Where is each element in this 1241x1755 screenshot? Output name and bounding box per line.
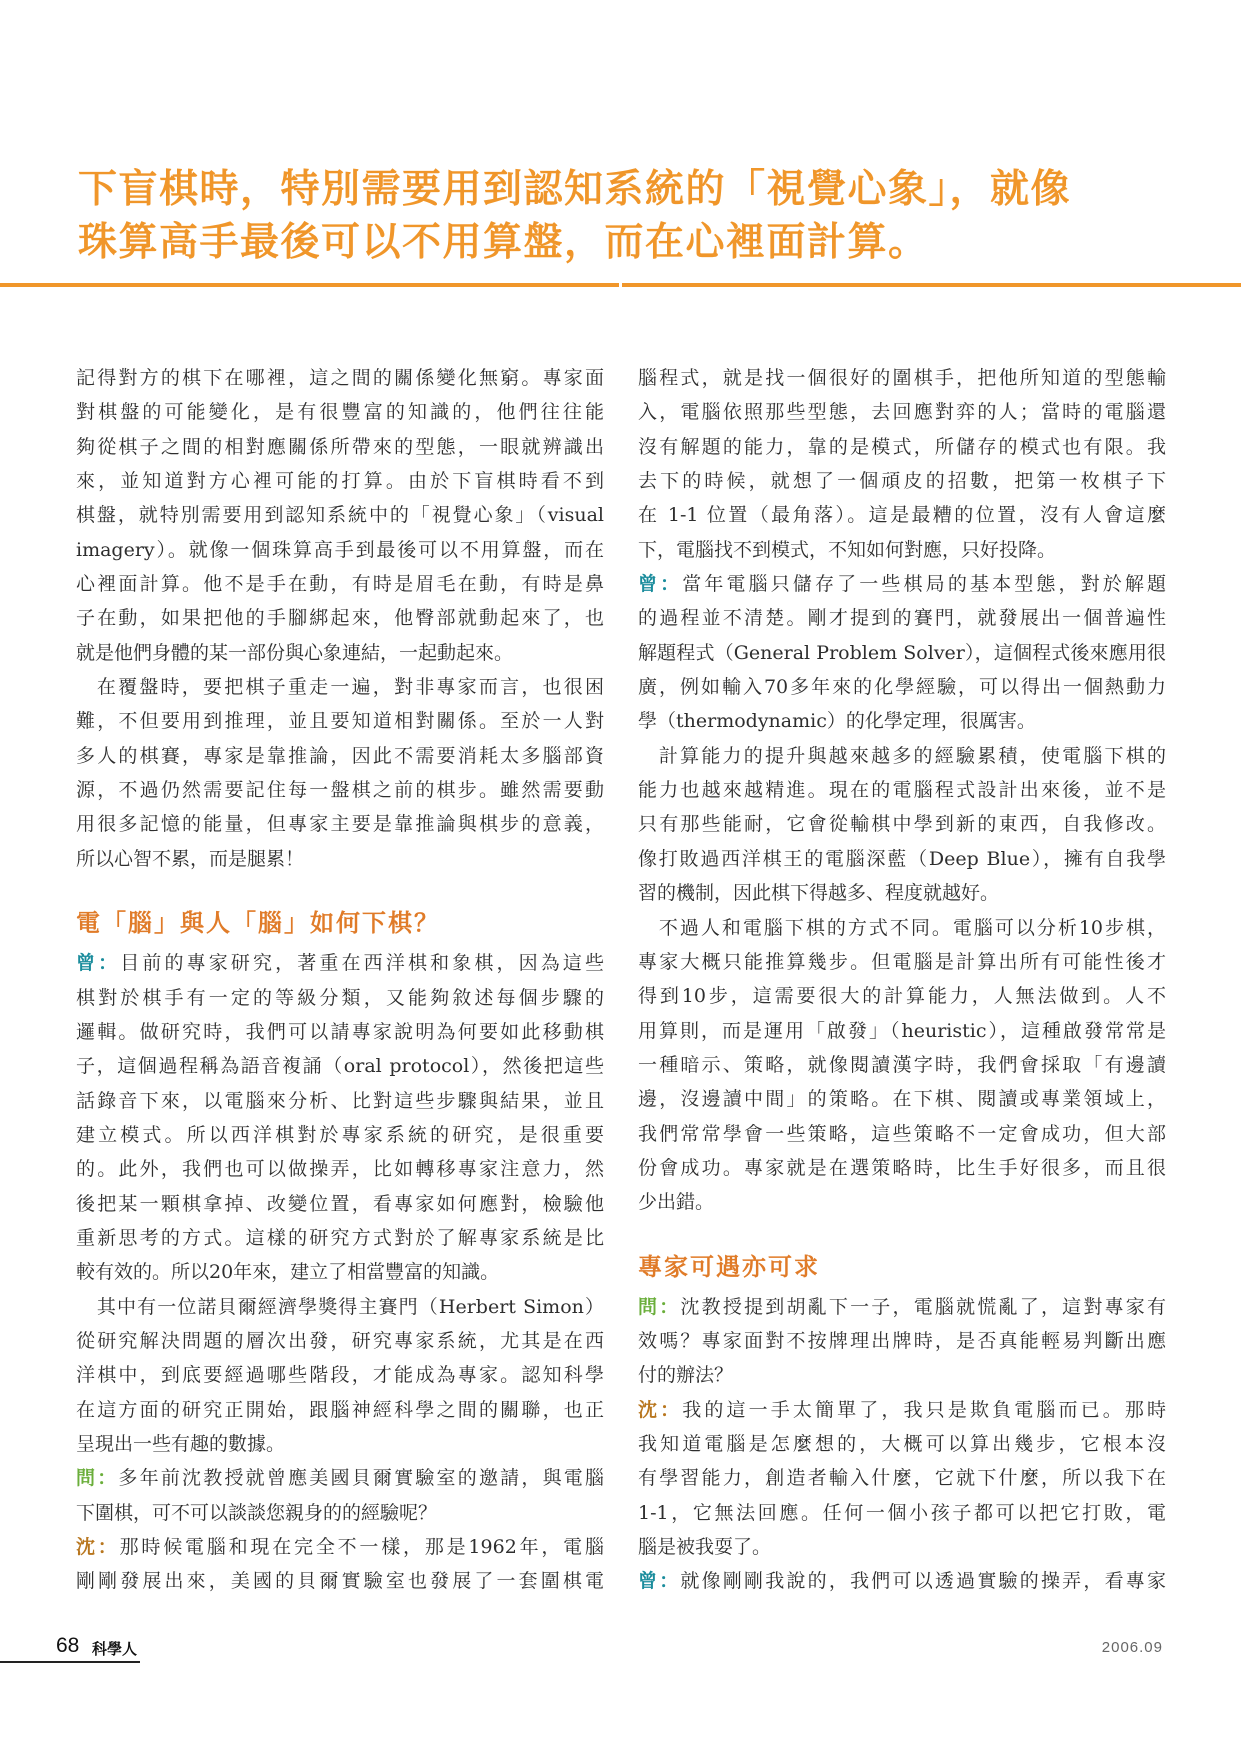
speaker-label: 問：	[638, 1295, 681, 1318]
line-text: 話錄音下來，以電腦來分析、比對這些步驟與結果，並且	[76, 1089, 604, 1112]
line-text: 的。此外，我們也可以做操弄，比如轉移專家注意力，然	[76, 1158, 604, 1181]
line-text: 重新思考的方式。這樣的研究方式對於了解專家系統是比	[76, 1226, 604, 1249]
line-text: 不過人和電腦下棋的方式不同。電腦可以分析10步棋，	[658, 916, 1166, 939]
dialogue-paragraph	[638, 1564, 1166, 1598]
text-line	[76, 1393, 604, 1427]
line-text: 建立模式。所以西洋棋對於專家系統的研究，是很重要	[76, 1123, 604, 1146]
text-line	[76, 842, 604, 876]
line-text: 下，電腦找不到模式，不知如何對應，只好投降。	[638, 538, 1057, 561]
text-line	[76, 395, 604, 429]
line-text: 多年前沈教授就曾應美國貝爾實驗室的邀請，與電腦	[118, 1467, 604, 1490]
line-text: 沈教授提到胡亂下一子，電腦就慌亂了，這對專家有	[680, 1295, 1166, 1318]
text-line	[638, 567, 1166, 601]
text-line	[76, 1290, 604, 1324]
text-line	[638, 1151, 1166, 1185]
text-line	[76, 1461, 604, 1495]
line-text: 1-1，它無法回應。任何一個小孩子都可以把它打敗，電	[638, 1501, 1166, 1524]
text-line	[76, 807, 604, 841]
speaker-label: 沈：	[638, 1398, 683, 1421]
line-text: 只有那些能耐，它會從輸棋中學到新的東西，自我修改。	[638, 813, 1166, 836]
text-line	[638, 739, 1166, 773]
text-line	[638, 842, 1166, 876]
text-line	[76, 1084, 604, 1118]
dialogue-paragraph	[638, 567, 1166, 739]
line-text: 付的辦法？	[638, 1364, 734, 1387]
text-line	[76, 636, 604, 670]
line-text: 腦程式，就是找一個很好的圍棋手，把他所知道的型態輸	[638, 367, 1166, 389]
line-text: 下圍棋，可不可以談談您親身的的經驗呢？	[76, 1501, 438, 1524]
line-text: 有學習能力，創造者輸入什麼，它就下什麼，所以我下在	[638, 1467, 1166, 1490]
line-text: 就是他們身體的某一部份與心象連結，一起動起來。	[76, 641, 514, 664]
line-text: 多人的棋賽，專家是靠推論，因此不需要消耗太多腦部資	[76, 744, 604, 767]
line-text: 沒有解題的能力，靠的是模式，所儲存的模式也有限。我	[638, 435, 1166, 458]
text-line	[76, 670, 604, 704]
line-text: 習的機制，因此棋下得越多、程度就越好。	[638, 882, 1000, 905]
dialogue-paragraph	[638, 1290, 1166, 1393]
text-line	[638, 1427, 1166, 1461]
text-line	[76, 981, 604, 1015]
pull-quote-line: 珠算高手最後可以不用算盤，而在心裡面計算。	[78, 220, 929, 265]
line-text: 後把某一顆棋拿掉、改變位置，看專家如何應對，檢驗他	[76, 1192, 604, 1215]
line-text: 像打敗過西洋棋王的電腦深藍（Deep Blue），擁有自我學	[638, 847, 1166, 870]
line-text: 廣，例如輸入70多年來的化學經驗，可以得出一個熱動力	[638, 676, 1166, 699]
text-line	[638, 464, 1166, 498]
title-divider-right	[622, 283, 1241, 287]
text-line	[76, 1564, 604, 1598]
text-line	[638, 636, 1166, 670]
text-line	[638, 945, 1166, 979]
text-line	[76, 1324, 604, 1358]
magazine-name: 科學人	[92, 1640, 138, 1658]
line-text: 就像剛剛我說的，我們可以透過實驗的操弄，看專家	[680, 1570, 1166, 1593]
line-text: 解題程式（General Problem Solver），這個程式後來應用很	[638, 641, 1166, 664]
text-line	[638, 533, 1166, 567]
section-heading: 電「腦」與人「腦」如何下棋？	[76, 909, 440, 938]
title-divider-left	[0, 283, 619, 287]
line-text: 子在動，如果把他的手腳綁起來，他臀部就動起來了，也	[76, 607, 604, 630]
text-line	[638, 1324, 1166, 1358]
article-column-left	[76, 361, 604, 1599]
line-text: 剛剛發展出來，美國的貝爾實驗室也發展了一套圍棋電	[76, 1570, 604, 1593]
speaker-label: 曾：	[638, 1570, 681, 1593]
line-text: 洋棋中，到底要經過哪些階段，才能成為專家。認知科學	[76, 1364, 604, 1387]
line-text: 邊，沒邊讀中間」的策略。在下棋、閱讀或專業領域上，	[638, 1088, 1166, 1111]
line-text: 記得對方的棋下在哪裡，這之間的關係變化無窮。專家面	[76, 367, 604, 389]
section-heading: 專家可遇亦可求	[638, 1252, 820, 1281]
dialogue-paragraph	[76, 1461, 604, 1530]
text-line	[76, 361, 604, 395]
line-text: 專家大概只能推算幾步。但電腦是計算出所有可能性後才	[638, 950, 1166, 973]
text-line	[76, 430, 604, 464]
line-text: 較有效的。所以20年來，建立了相當豐富的知識。	[76, 1261, 500, 1284]
issue-date: 2006.09	[1101, 1639, 1163, 1656]
text-line	[76, 739, 604, 773]
text-line	[638, 911, 1166, 945]
line-text: 的過程並不清楚。剛才提到的賽門，就發展出一個普遍性	[638, 607, 1166, 630]
text-line	[638, 430, 1166, 464]
text-line	[638, 1290, 1166, 1324]
text-line	[76, 1015, 604, 1049]
line-text: 腦是被我耍了。	[638, 1536, 772, 1558]
dialogue-paragraph	[638, 1393, 1166, 1565]
footer-underline	[0, 1661, 140, 1663]
line-text: 心裡面計算。他不是手在動，有時是眉毛在動，有時是鼻	[76, 573, 604, 596]
line-text: 用算則，而是運用「啟發」（heuristic），這種啟發常常是	[638, 1019, 1166, 1042]
line-text: 棋對於棋手有一定的等級分類，又能夠敘述每個步驟的	[76, 986, 604, 1009]
text-line	[638, 807, 1166, 841]
line-text: 難，不但要用到推理，並且要知道相對關係。至於一人對	[76, 710, 604, 733]
text-line	[638, 979, 1166, 1013]
body-paragraph	[76, 361, 604, 670]
line-text: 得到10步，這需要很大的計算能力，人無法做到。人不	[638, 985, 1166, 1008]
pull-quote-title	[78, 163, 1138, 269]
page-number: 68	[56, 1634, 80, 1657]
body-paragraph	[76, 670, 604, 876]
text-line	[76, 601, 604, 635]
dialogue-paragraph	[76, 1530, 604, 1599]
body-paragraph	[638, 911, 1166, 1220]
text-line	[76, 1358, 604, 1392]
body-paragraph	[76, 1290, 604, 1462]
text-line	[76, 1049, 604, 1083]
dialogue-paragraph	[76, 946, 604, 1289]
text-line	[638, 670, 1166, 704]
line-text: 學（thermodynamic）的化學定理，很厲害。	[638, 710, 1036, 733]
text-line	[76, 533, 604, 567]
line-text: 在這方面的研究正開始，跟腦神經科學之間的關聯，也正	[76, 1398, 604, 1421]
text-line	[638, 601, 1166, 635]
line-text: 我知道電腦是怎麼想的，大概可以算出幾步，它根本沒	[638, 1432, 1166, 1455]
line-text: 邏輯。做研究時，我們可以請專家說明為何要如此移動棋	[76, 1020, 604, 1043]
text-line	[638, 1393, 1166, 1427]
line-text: 少出錯。	[638, 1191, 715, 1214]
speaker-label: 曾：	[638, 573, 683, 596]
line-text: 效嗎？專家面對不按牌理出牌時，是否真能輕易判斷出應	[638, 1329, 1166, 1352]
text-line	[76, 704, 604, 738]
line-text: 對棋盤的可能變化，是有很豐富的知識的，他們往往能	[76, 401, 604, 424]
text-line	[76, 1427, 604, 1461]
line-text: 棋盤，就特別需要用到認知系統中的「視覺心象」（visual	[76, 504, 604, 527]
line-text: 所以心智不累，而是腿累！	[76, 847, 305, 870]
speaker-label: 沈：	[76, 1536, 120, 1558]
line-text: 目前的專家研究，著重在西洋棋和象棋，因為這些	[120, 952, 604, 975]
text-line	[638, 876, 1166, 910]
line-text: 一種暗示、策略，就像閱讀漢字時，我們會採取「有邊讀	[638, 1053, 1166, 1076]
text-line	[638, 704, 1166, 738]
body-paragraph	[638, 739, 1166, 911]
line-text: 份會成功。專家就是在選策略時，比生手好很多，而且很	[638, 1156, 1166, 1179]
text-line	[638, 1014, 1166, 1048]
line-text: 計算能力的提升與越來越多的經驗累積，使電腦下棋的	[658, 744, 1166, 767]
line-text: imagery）。就像一個珠算高手到最後可以不用算盤，而在	[76, 538, 604, 561]
text-line	[638, 1358, 1166, 1392]
text-line	[638, 1117, 1166, 1151]
text-line	[638, 773, 1166, 807]
text-line	[76, 1152, 604, 1186]
text-line	[76, 1187, 604, 1221]
text-line	[638, 1564, 1166, 1598]
pull-quote-line: 下盲棋時，特別需要用到認知系統的「視覺心象」，就像	[78, 167, 1072, 212]
text-line	[638, 1530, 1166, 1564]
line-text: 在覆盤時，要把棋子重走一遍，對非專家而言，也很困	[96, 676, 604, 699]
text-line	[638, 1185, 1166, 1219]
text-line	[76, 498, 604, 532]
text-line	[638, 1048, 1166, 1082]
line-text: 入，電腦依照那些型態，去回應對弈的人；當時的電腦還	[638, 401, 1166, 424]
line-text: 用很多記憶的能量，但專家主要是靠推論與棋步的意義，	[76, 813, 604, 836]
line-text: 從研究解決問題的層次出發，研究專家系統，尤其是在西	[76, 1329, 604, 1352]
text-line	[638, 1461, 1166, 1495]
line-text: 那時候電腦和現在完全不一樣，那是1962年，電腦	[119, 1536, 604, 1558]
text-line	[638, 1082, 1166, 1116]
line-text: 來，並知道對方心裡可能的打算。由於下盲棋時看不到	[76, 470, 604, 493]
text-line	[638, 361, 1166, 395]
line-text: 源，不過仍然需要記住每一盤棋之前的棋步。雖然需要動	[76, 779, 604, 802]
line-text: 當年電腦只儲存了一些棋局的基本型態，對於解題	[682, 573, 1166, 596]
text-line	[76, 1255, 604, 1289]
text-line	[638, 498, 1166, 532]
line-text: 其中有一位諾貝爾經濟學獎得主賽門（Herbert Simon）	[96, 1295, 604, 1318]
body-paragraph	[638, 361, 1166, 567]
article-column-right	[638, 361, 1166, 1599]
text-line	[76, 464, 604, 498]
speaker-label: 曾：	[76, 952, 121, 975]
text-line	[638, 395, 1166, 429]
speaker-label: 問：	[76, 1467, 119, 1490]
line-text: 子，這個過程稱為語音複誦（oral protocol），然後把這些	[76, 1055, 604, 1078]
text-line	[76, 1118, 604, 1152]
line-text: 呈現出一些有趣的數據。	[76, 1432, 286, 1455]
line-text: 去下的時候，就想了一個頑皮的招數，把第一枚棋子下	[638, 470, 1166, 493]
text-line	[76, 946, 604, 980]
text-line	[76, 1530, 604, 1564]
line-text: 夠從棋子之間的相對應關係所帶來的型態，一眼就辨識出	[76, 435, 604, 458]
line-text: 能力也越來越精進。現在的電腦程式設計出來後，並不是	[638, 779, 1166, 802]
line-text: 在 1-1 位置（最角落）。這是最糟的位置，沒有人會這麼	[638, 504, 1166, 527]
text-line	[76, 567, 604, 601]
line-text: 我的這一手太簡單了，我只是欺負電腦而已。那時	[682, 1398, 1166, 1421]
line-text: 我們常常學會一些策略，這些策略不一定會成功，但大部	[638, 1122, 1166, 1145]
text-line	[638, 1496, 1166, 1530]
text-line	[76, 1221, 604, 1255]
text-line	[76, 773, 604, 807]
text-line	[76, 1496, 604, 1530]
